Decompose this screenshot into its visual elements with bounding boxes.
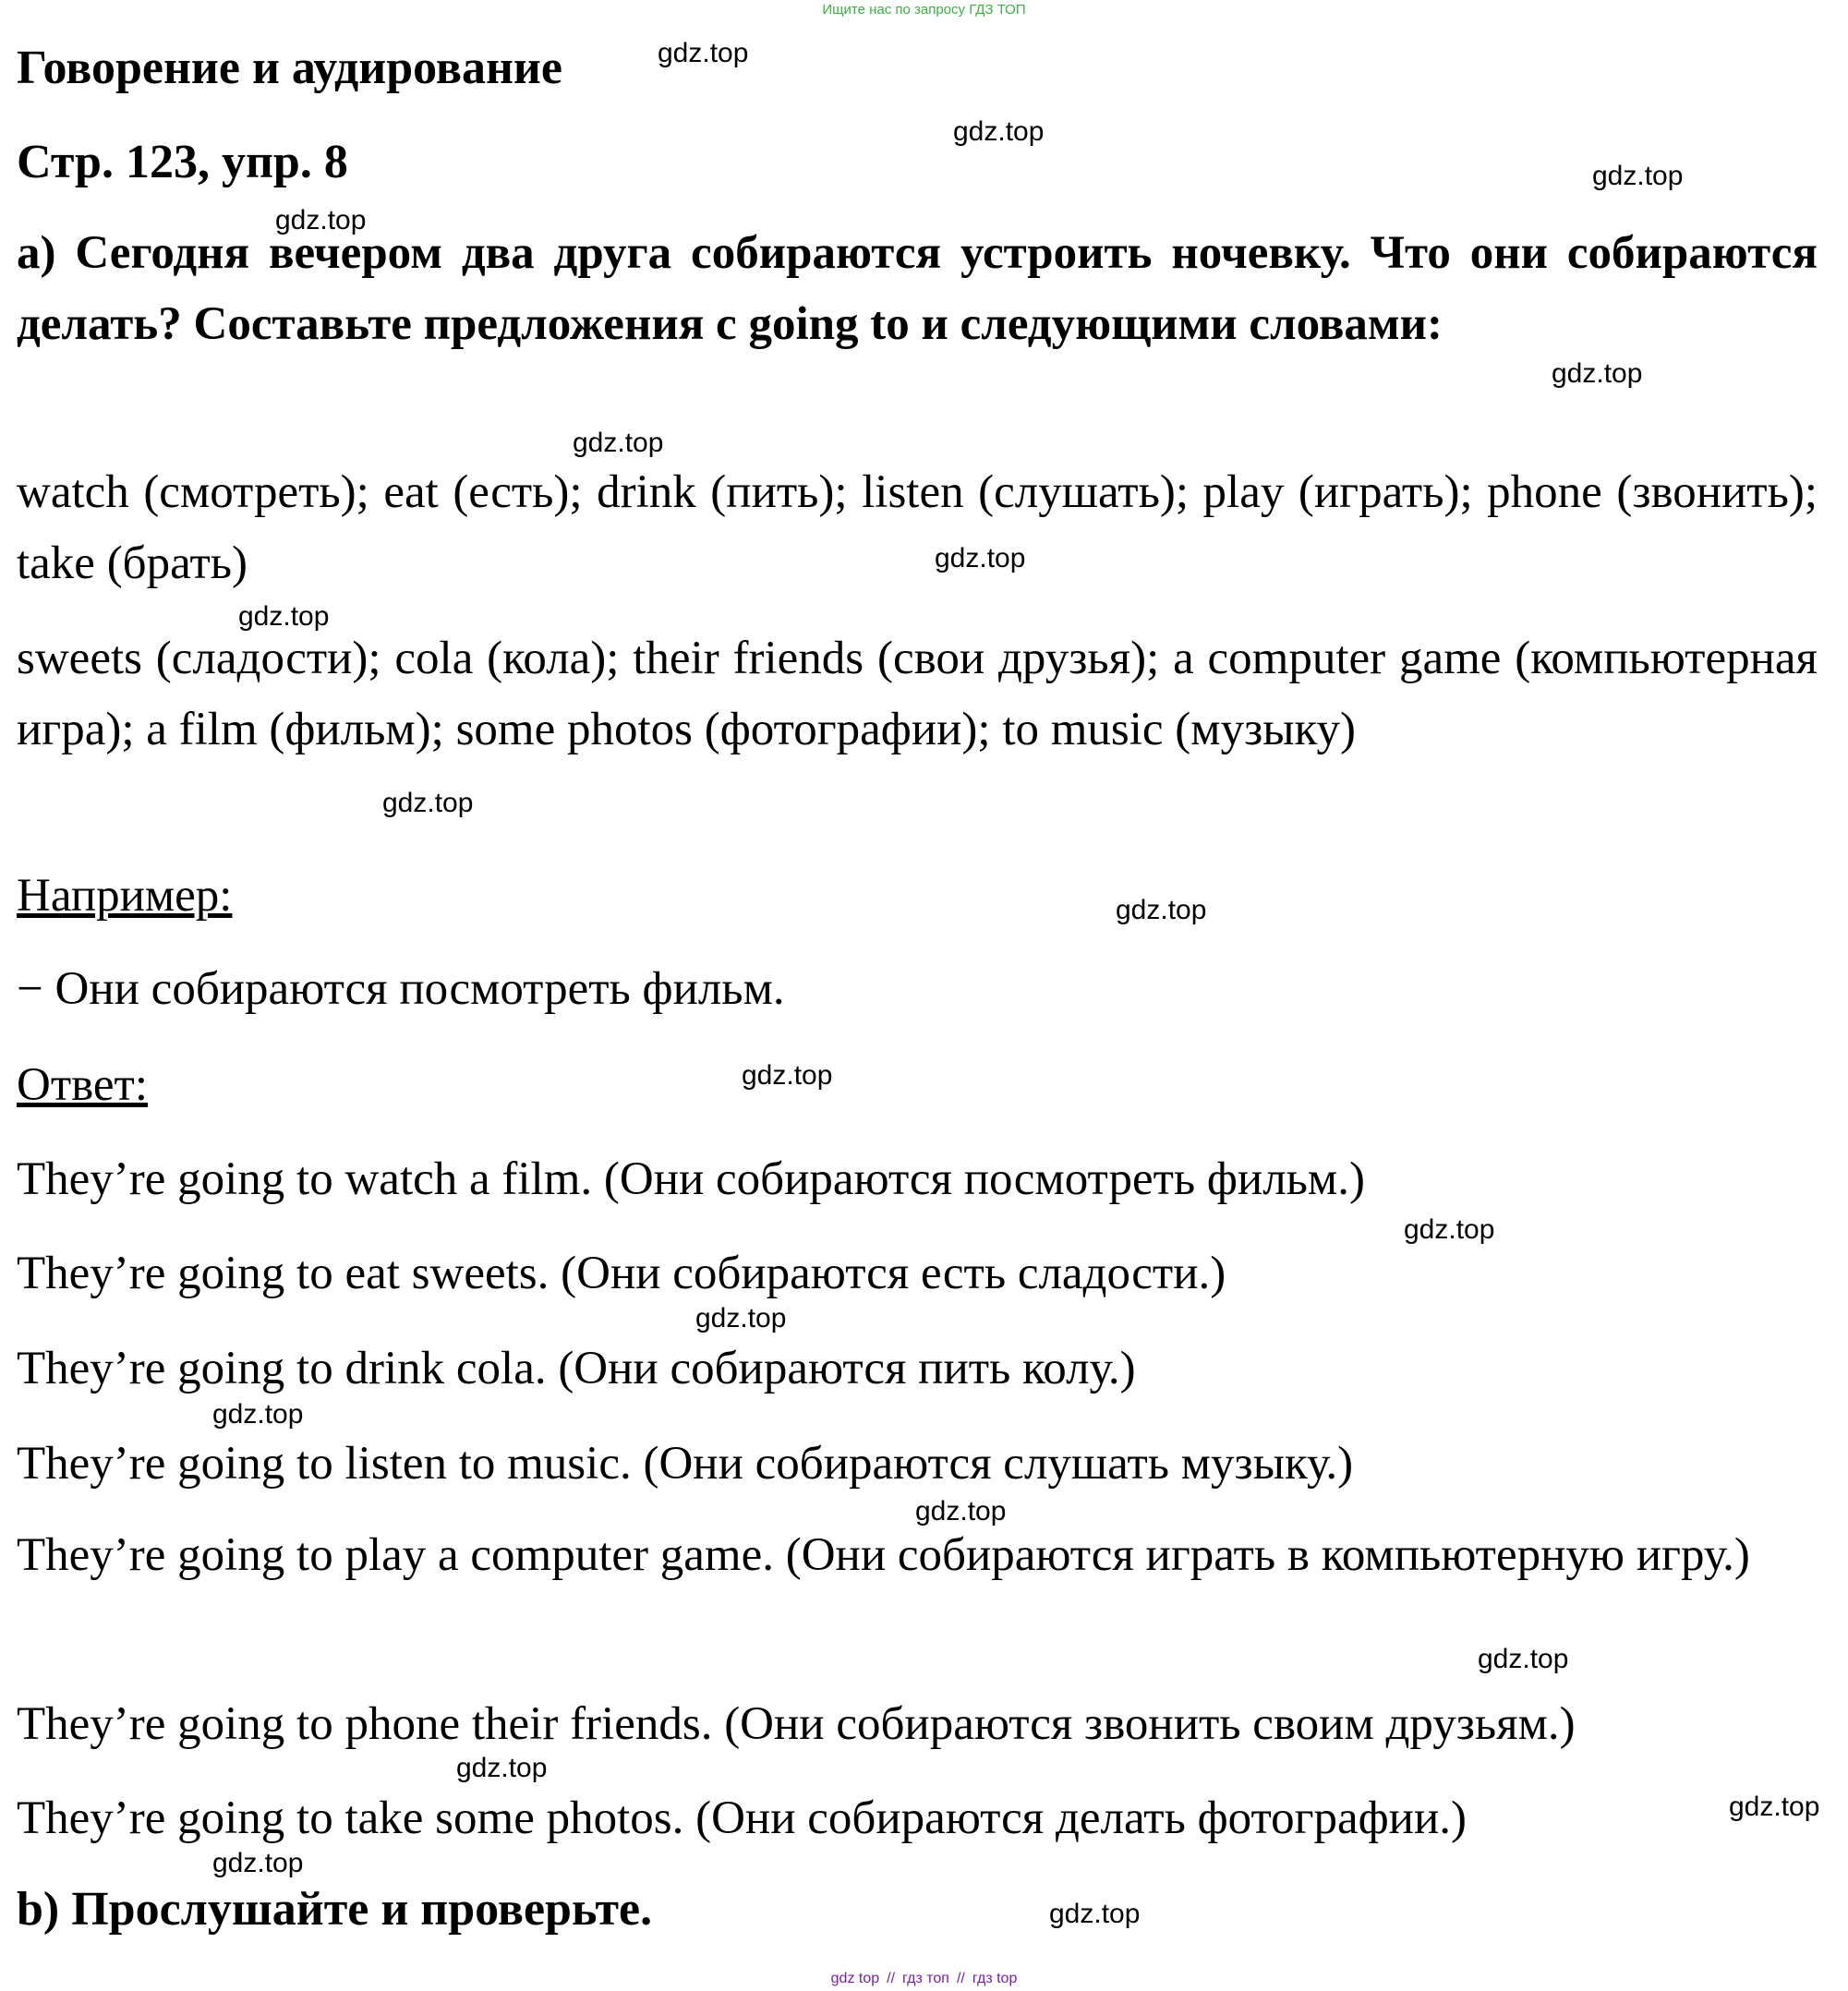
answer-item: They’re going to phone their friends. (Они собираются звонить своим друзьям.) [17, 1698, 1576, 1750]
watermark: gdz.top [456, 1753, 548, 1783]
nouns-list: sweets (сладости); cola (кола); their friends (свои друзья); a computer game (компьютерная игра); a film (фильм); some photos (фотографии); to music (музыку) [17, 633, 1818, 755]
bottom-banner-part: гдз top [972, 1971, 1018, 1986]
bottom-banner-separator: // [956, 1971, 965, 1986]
watermark: gdz.top [742, 1060, 833, 1091]
bottom-banner-part: gdz top [830, 1971, 880, 1986]
top-banner: Ищите нас по запросу ГДЗ ТОП [822, 2, 1026, 18]
watermark: gdz.top [1592, 161, 1684, 191]
watermark: gdz.top [1116, 895, 1207, 925]
watermark: gdz.top [1478, 1644, 1569, 1674]
example-label: Например: [17, 870, 233, 922]
example-text: − Они собираются посмотреть фильм. [17, 963, 785, 1015]
watermark: gdz.top [658, 38, 749, 68]
watermark: gdz.top [953, 116, 1045, 147]
answer-item: They’re going to drink cola. (Они собираются пить колу.) [17, 1343, 1136, 1394]
watermark: gdz.top [573, 428, 664, 458]
watermark: gdz.top [1729, 1792, 1820, 1822]
watermark: gdz.top [935, 543, 1026, 573]
watermark: gdz.top [238, 601, 330, 632]
watermark: gdz.top [1552, 358, 1643, 389]
task-a-text: a) Сегодня вечером два друга собираются устроить ночевку. Что они собираются делать? Составьте предложения с going to и следующими словами: [17, 227, 1818, 350]
watermark: gdz.top [1049, 1899, 1141, 1929]
watermark: gdz.top [275, 205, 367, 235]
watermark: gdz.top [212, 1848, 304, 1878]
watermark: gdz.top [695, 1303, 787, 1333]
answer-item: They’re going to eat sweets. (Они собираются есть сладости.) [17, 1248, 1226, 1299]
watermark: gdz.top [915, 1496, 1007, 1526]
watermark: gdz.top [212, 1399, 304, 1430]
answer-item: They’re going to listen to music. (Они собираются слушать музыку.) [17, 1438, 1354, 1490]
answer-label: Ответ: [17, 1059, 148, 1111]
task-b-text: b) Прослушайте и проверьте. [17, 1883, 653, 1936]
verbs-list: watch (смотреть); eat (есть); drink (пить); listen (слушать); play (играть); phone (звонить); take (брать) [17, 466, 1818, 589]
bottom-banner [0, 1971, 1848, 1987]
watermark: gdz.top [1404, 1214, 1495, 1245]
answer-item: They’re going to take some photos. (Они собираются делать фотографии.) [17, 1792, 1467, 1844]
bottom-banner-separator: // [887, 1971, 896, 1986]
section-title: Говорение и аудирование [17, 42, 562, 94]
page-reference: Стр. 123, упр. 8 [17, 136, 348, 188]
bottom-banner-part: гдз топ [902, 1971, 949, 1986]
watermark: gdz.top [382, 788, 474, 818]
answer-item: They’re going to play a computer game. (Они собираются играть в компьютерную игру.) [17, 1529, 1750, 1581]
answer-item: They’re going to watch a film. (Они собираются посмотреть фильм.) [17, 1153, 1365, 1205]
